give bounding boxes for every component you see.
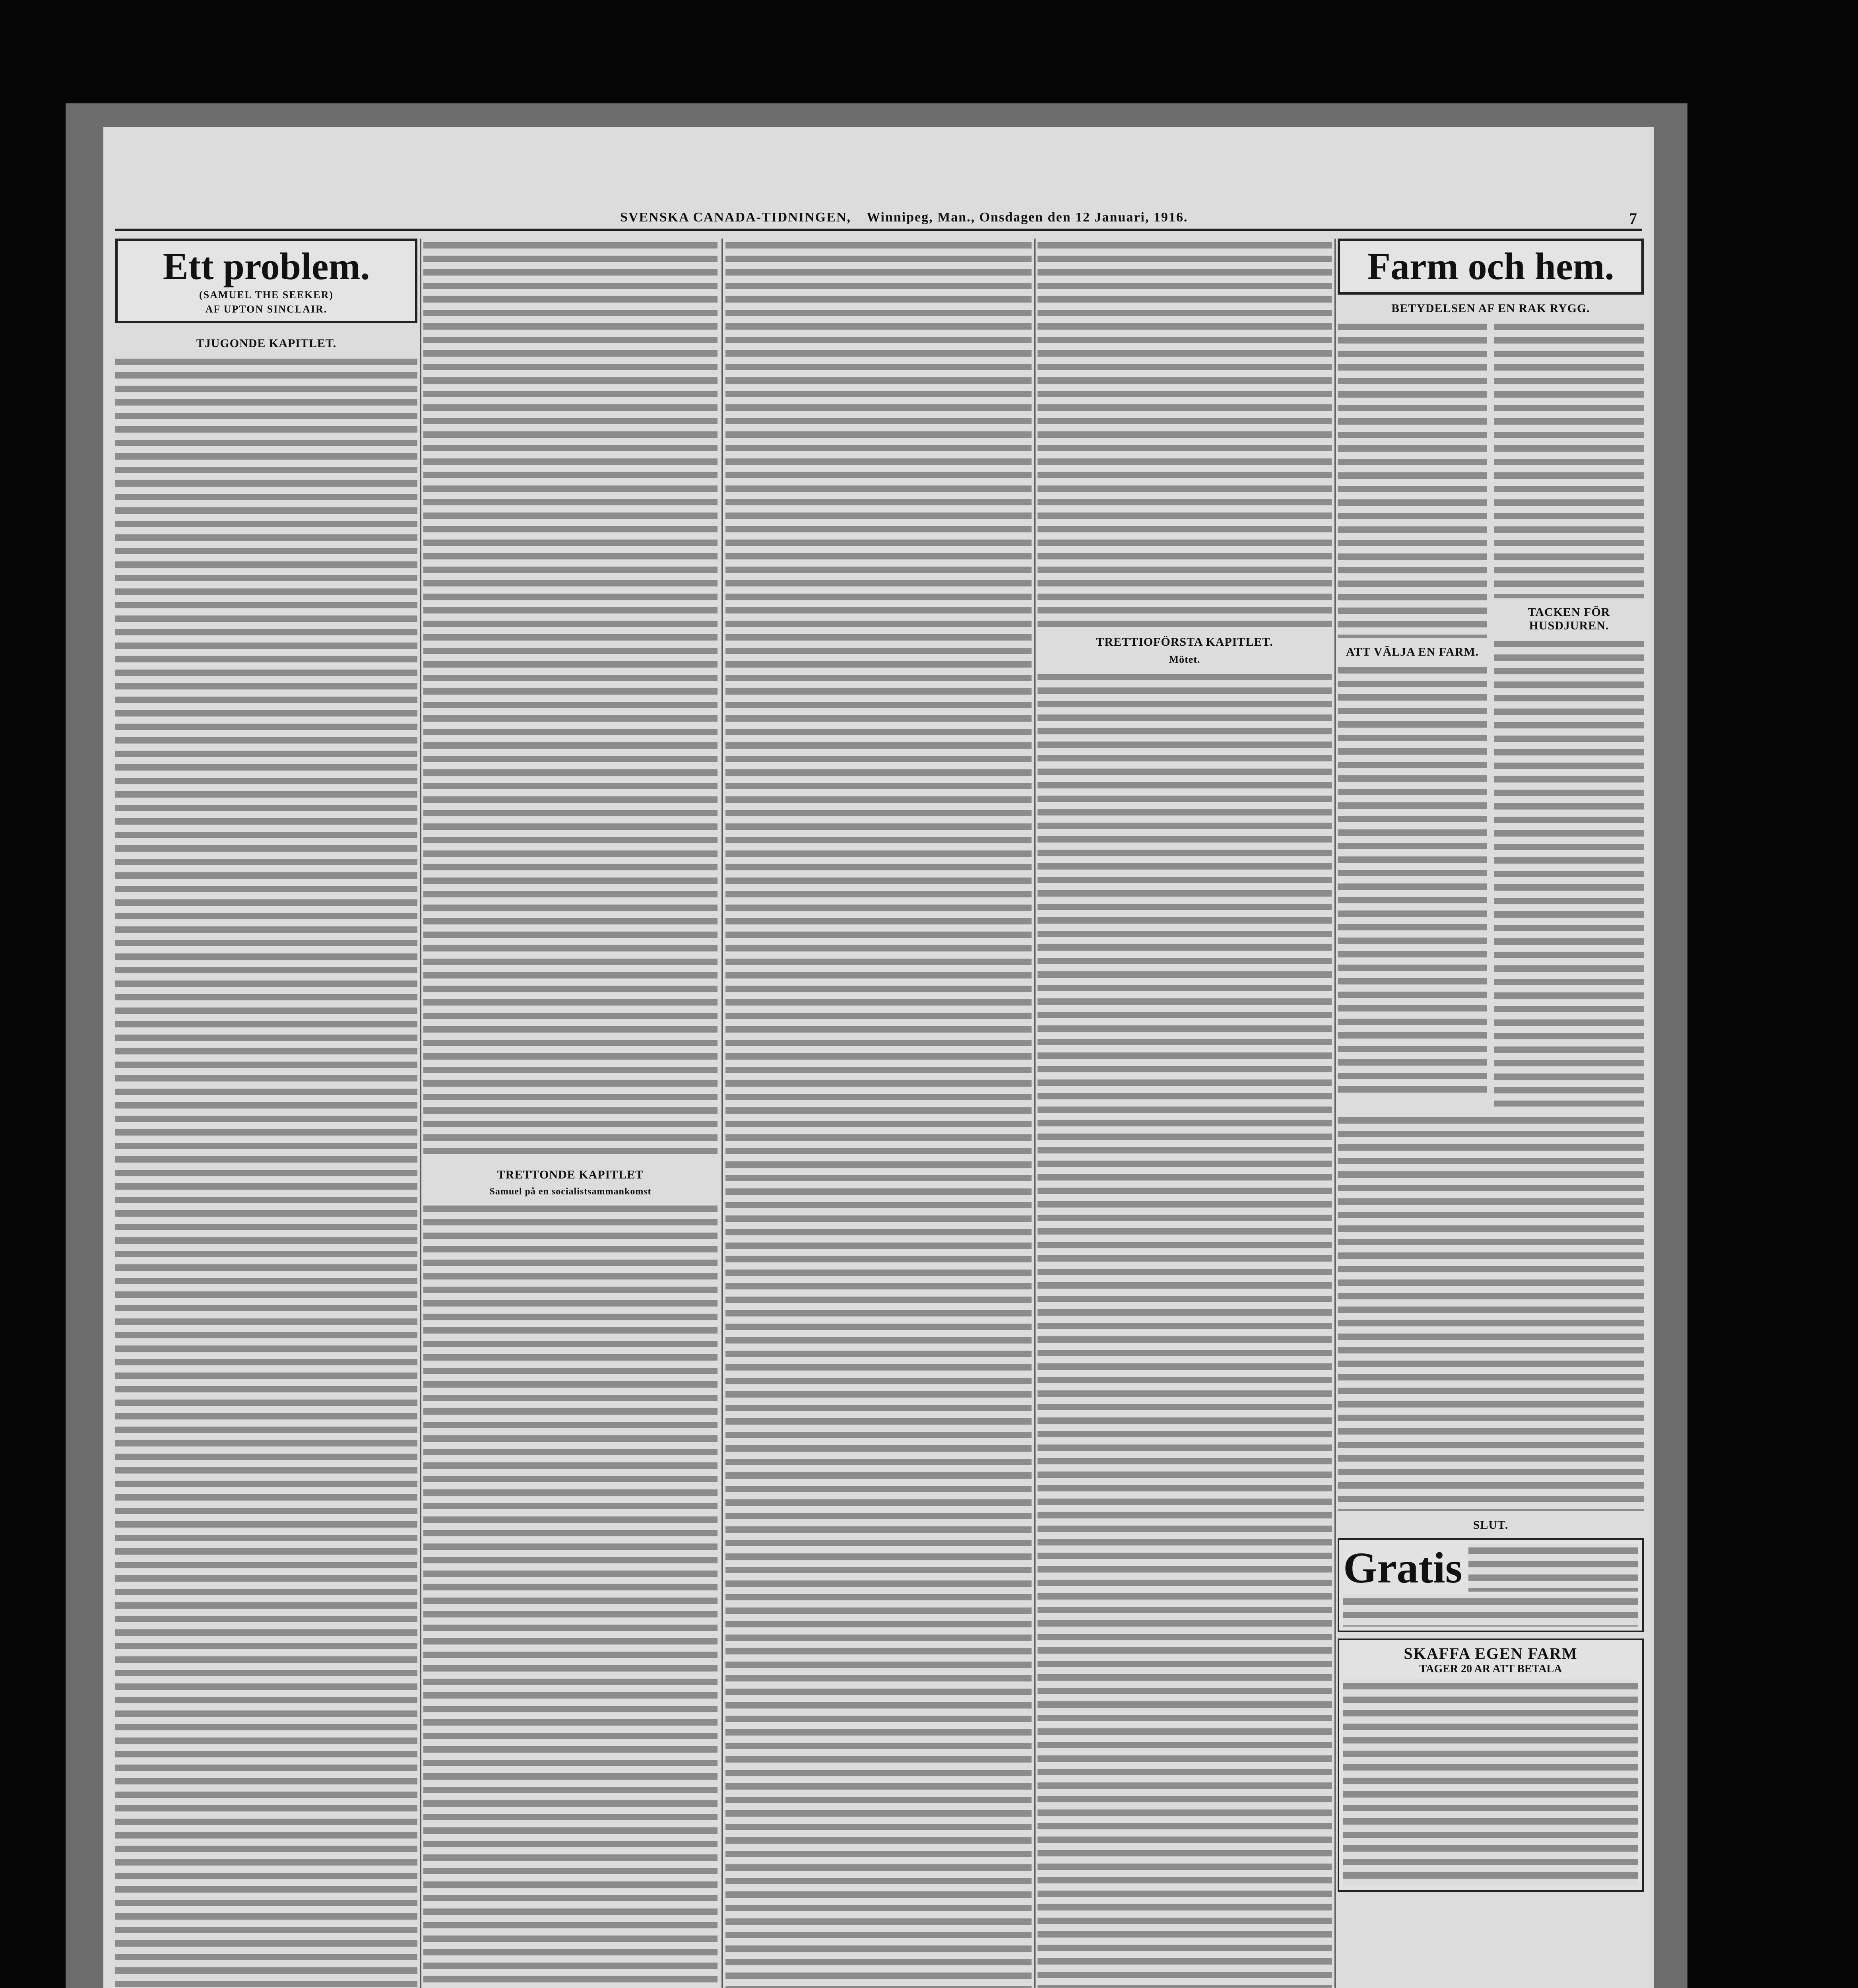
article-title-box — [115, 239, 417, 323]
column-2 — [423, 239, 718, 1988]
body-text-block — [423, 1202, 718, 1988]
farm-left-col — [1338, 320, 1487, 1107]
article-end: SLUT. — [1473, 1518, 1509, 1532]
farm-title-box — [1338, 239, 1644, 295]
column-divider — [721, 239, 723, 1988]
column-5 — [1338, 239, 1644, 1988]
gratis-ad — [1338, 1538, 1644, 1632]
ad-text — [1343, 1679, 1638, 1886]
chapter-subheading: Samuel på en socialistsammankomst — [489, 1186, 652, 1197]
farm-ad-subheading: TAGER 20 AR ATT BETALA — [1419, 1662, 1562, 1675]
body-text-block — [1338, 1114, 1644, 1511]
ad-text — [1343, 1595, 1638, 1627]
body-text-block — [1038, 239, 1332, 628]
chapter-heading: TRETTIOFÖRSTA KAPITLET. — [1096, 635, 1273, 648]
column-1 — [115, 239, 417, 1988]
body-text-block — [725, 239, 1032, 1988]
farm-subheading: TACKEN FÖR HUSDJUREN. — [1528, 605, 1610, 632]
body-text-block — [1038, 670, 1332, 1988]
gratis-heading: Gratis — [1343, 1543, 1462, 1592]
column-divider — [1034, 239, 1036, 1988]
farm-two-columns — [1338, 320, 1644, 1107]
chapter-subheading: Mötet. — [1169, 654, 1201, 665]
farm-subheading: BETYDELSEN AF EN RAK RYGG. — [1391, 301, 1590, 315]
newspaper-name: SVENSKA CANADA-TIDNINGEN, — [620, 210, 851, 225]
column-divider — [420, 239, 421, 1988]
column-3 — [725, 239, 1032, 1988]
chapter-heading: TRETTONDE KAPITLET — [497, 1168, 644, 1181]
body-text-block — [1338, 320, 1487, 638]
body-text-block — [1494, 320, 1644, 598]
article-byline: (SAMUEL THE SEEKER) — [199, 289, 334, 301]
farm-ad-heading: SKAFFA EGEN FARM — [1404, 1644, 1578, 1662]
header-rule — [115, 229, 1642, 231]
running-header — [103, 207, 1654, 231]
body-text-block — [1338, 664, 1487, 1093]
article-author: AF UPTON SINCLAIR. — [205, 303, 328, 315]
ad-text — [1468, 1544, 1638, 1592]
chapter-heading: TJUGONDE KAPITLET. — [196, 336, 337, 350]
body-text-block — [423, 239, 718, 1161]
column-4 — [1038, 239, 1332, 1988]
page-number: 7 — [1629, 210, 1638, 227]
column-divider — [1334, 239, 1336, 1988]
farm-subheading: ATT VÄLJA EN FARM. — [1346, 645, 1479, 658]
newspaper-page — [103, 127, 1654, 1988]
dateline: Winnipeg, Man., Onsdagen den 12 Januari, 1916. — [867, 210, 1188, 225]
body-text-block — [115, 355, 417, 1988]
farm-right-col — [1494, 320, 1644, 1107]
article-title: Ett problem. — [163, 245, 370, 287]
farm-title: Farm och hem. — [1367, 245, 1614, 287]
farm-ad — [1338, 1639, 1644, 1892]
body-text-block — [1494, 637, 1644, 1107]
